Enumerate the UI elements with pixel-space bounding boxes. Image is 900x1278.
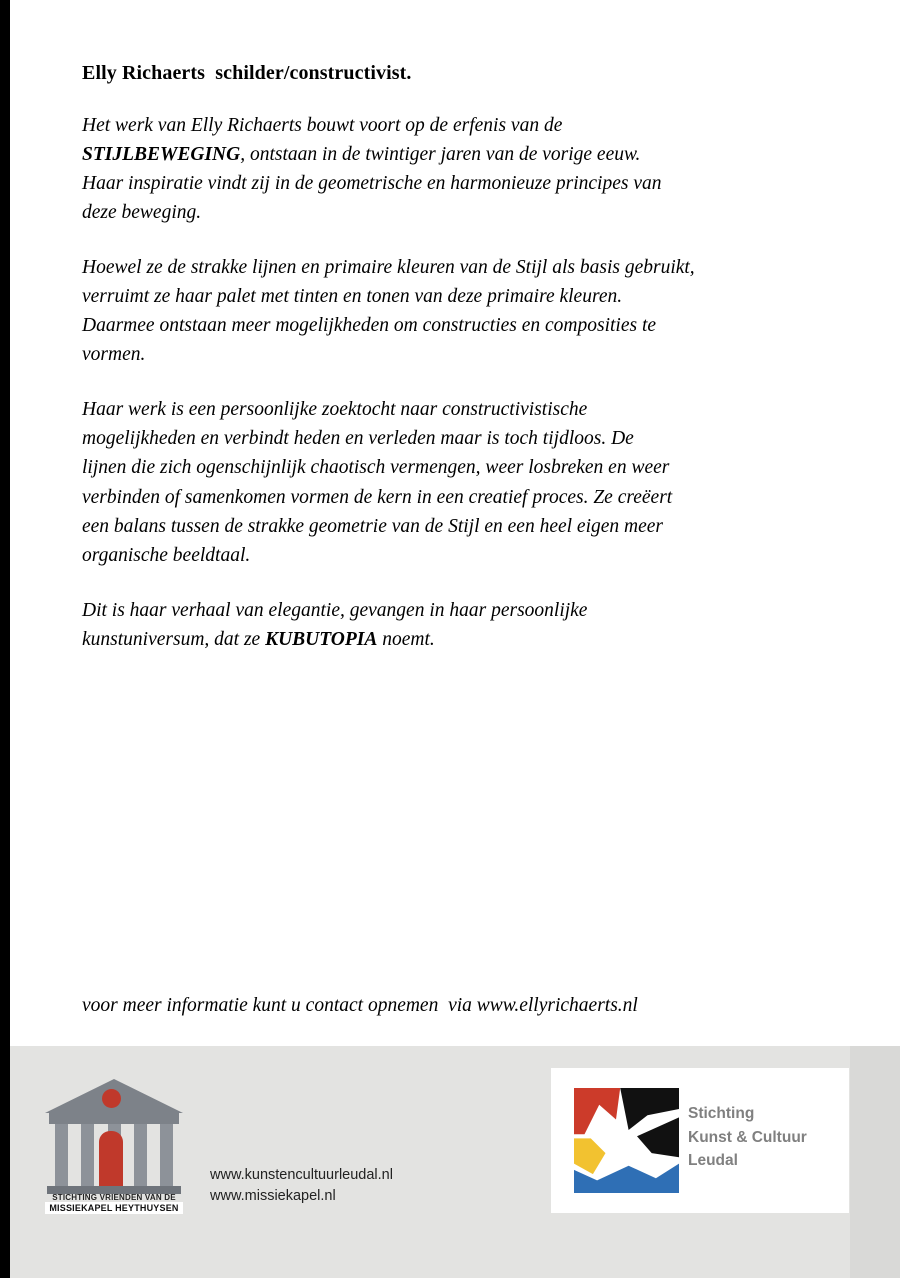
missiekapel-logo-line2: MISSIEKAPEL HEYTHUYSEN [45, 1202, 183, 1214]
red-circle-icon [102, 1089, 121, 1108]
sponsor-name-line2: Kunst & Cultuur [688, 1128, 807, 1146]
temple-architrave-icon [49, 1113, 179, 1124]
paragraph-2 [82, 253, 844, 369]
page-title: Elly Richaerts schilder/constructivist. [82, 62, 412, 84]
paragraph-4-run-2-emphasis: KUBUTOPIA [265, 628, 378, 650]
document-body [82, 62, 852, 680]
temple-column-icon [160, 1124, 173, 1186]
temple-door-icon [99, 1131, 123, 1186]
sponsor-name-line1: Stichting [688, 1105, 755, 1122]
footer-urls [210, 1165, 393, 1207]
missiekapel-logo-line1: STICHTING VRIENDEN VAN DE [52, 1193, 176, 1202]
contact-line: voor meer informatie kunt u contact opnemen via www.ellyrichaerts.nl [82, 995, 638, 1016]
temple-column-icon [81, 1124, 94, 1186]
paragraph-3 [82, 395, 827, 569]
paragraph-1-run-3: , ontstaan in de twintiger jaren van de vorige eeuw. Haar inspiratie vindt zij in de geometrische en harmonieuze principes van deze beweging. [82, 144, 662, 224]
paragraph-2-run-1: Hoewel ze de strakke lijnen en primaire kleuren van de Stijl als basis gebruikt, verruimt ze haar palet met tinten en tonen van deze primaire kleuren. Daarmee ontstaan meer mogelijkheden om constructies en composities te vormen. [82, 257, 695, 366]
paragraph-1-run-2-emphasis: STIJLBEWEGING [82, 144, 241, 166]
paragraph-3-run-1: Haar werk is een persoonlijke zoektocht naar constructivistische mogelijkheden en verbindt heden en verleden maar is toch tijdloos. De lijnen die zich ogenschijnlijk chaotisch vermengen, weer losbreken en weer verbinden of samenkomen vormen de kern in een creatief proces. Ze creëert een balans tussen de strakke geometrie van de Stijl en een heel eigen meer organische beeldtaal. [82, 399, 673, 566]
paragraph-1 [82, 111, 802, 227]
url-kunstencultuurleudal[interactable]: www.kunstencultuurleudal.nl [210, 1167, 393, 1183]
sponsor-name-line3: Leudal [688, 1152, 738, 1170]
sponsor-logo-block [551, 1068, 849, 1213]
paragraph-1-run-1: Het werk van Elly Richaerts bouwt voort op de erfenis van de [82, 115, 563, 136]
kunst-cultuur-mark-icon [574, 1088, 679, 1193]
paragraph-4-run-1: Dit is haar verhaal van elegantie, gevangen in haar persoonlijke kunstuniversum, dat ze [82, 599, 588, 650]
footer-band-right-strip [850, 1046, 900, 1278]
paragraph-4 [82, 596, 782, 654]
missiekapel-logo [45, 1075, 183, 1211]
temple-column-icon [55, 1124, 68, 1186]
sponsor-name [688, 1102, 807, 1173]
temple-column-icon [134, 1124, 147, 1186]
url-missiekapel[interactable]: www.missiekapel.nl [210, 1188, 336, 1205]
paragraph-4-run-3: noemt. [377, 628, 435, 650]
